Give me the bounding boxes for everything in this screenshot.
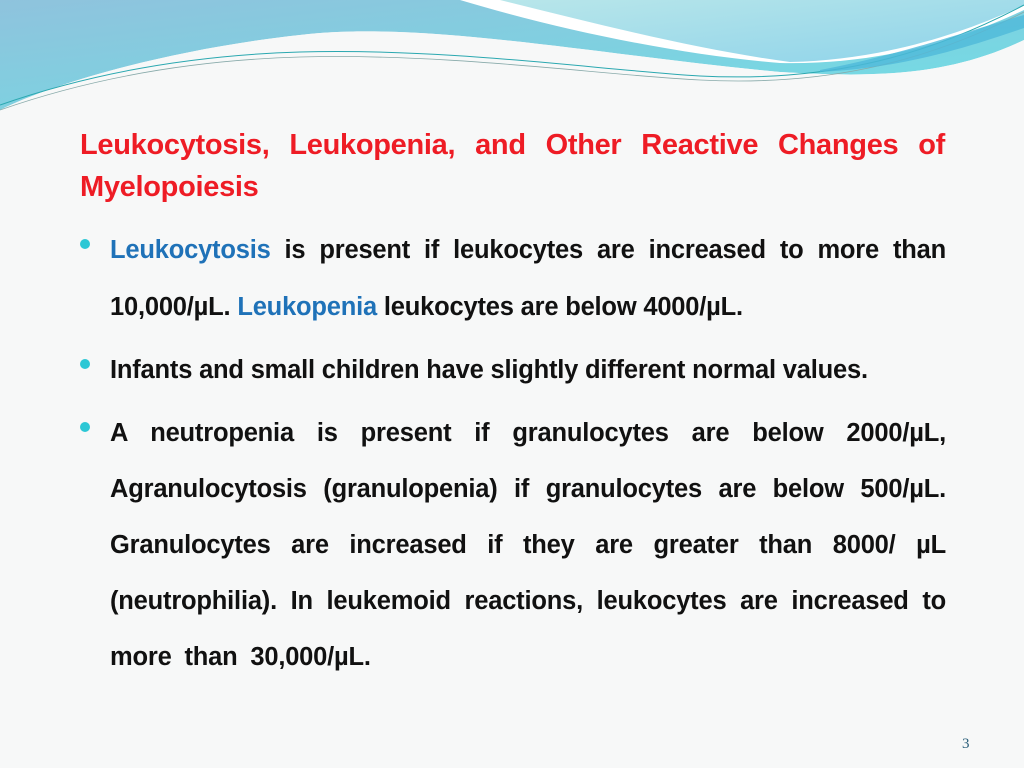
bullet-text: Infants and small children have slightly different normal values. (110, 356, 868, 384)
bullet-text-part: leukocytes are below 4000/µL. (377, 293, 743, 321)
bullet-dot-icon (80, 239, 90, 249)
bullet-item (80, 405, 946, 685)
term-leukopenia: Leukopenia (237, 293, 378, 321)
bullet-item (80, 342, 946, 399)
bullet-text (110, 222, 946, 336)
term-leukocytosis: Leukocytosis (110, 236, 271, 264)
bullet-dot-icon (80, 359, 90, 369)
slide-title: Leukocytosis, Leukopenia, and Other Reactive Changes of Myelopoiesis (80, 129, 945, 203)
bullet-dot-icon (80, 422, 90, 432)
page-number: 3 (962, 736, 970, 752)
bullet-item (80, 222, 946, 336)
header-wave-decoration (0, 0, 1024, 120)
bullet-list (80, 222, 946, 691)
bullet-text-part: is present if leukocytes are increased to more than 10,000/µL. (110, 236, 946, 321)
bullet-text: A neutropenia is present if granulocytes are below 2000/µL, Agranulocytosis (granulopenia) if granulocytes are below 500/µL. Granulocytes are increased if they are greater than 8000/ µL (neutrophilia). In leukemoid reactions, leukocytes are increased to more than 30,000/µL. (110, 419, 946, 671)
